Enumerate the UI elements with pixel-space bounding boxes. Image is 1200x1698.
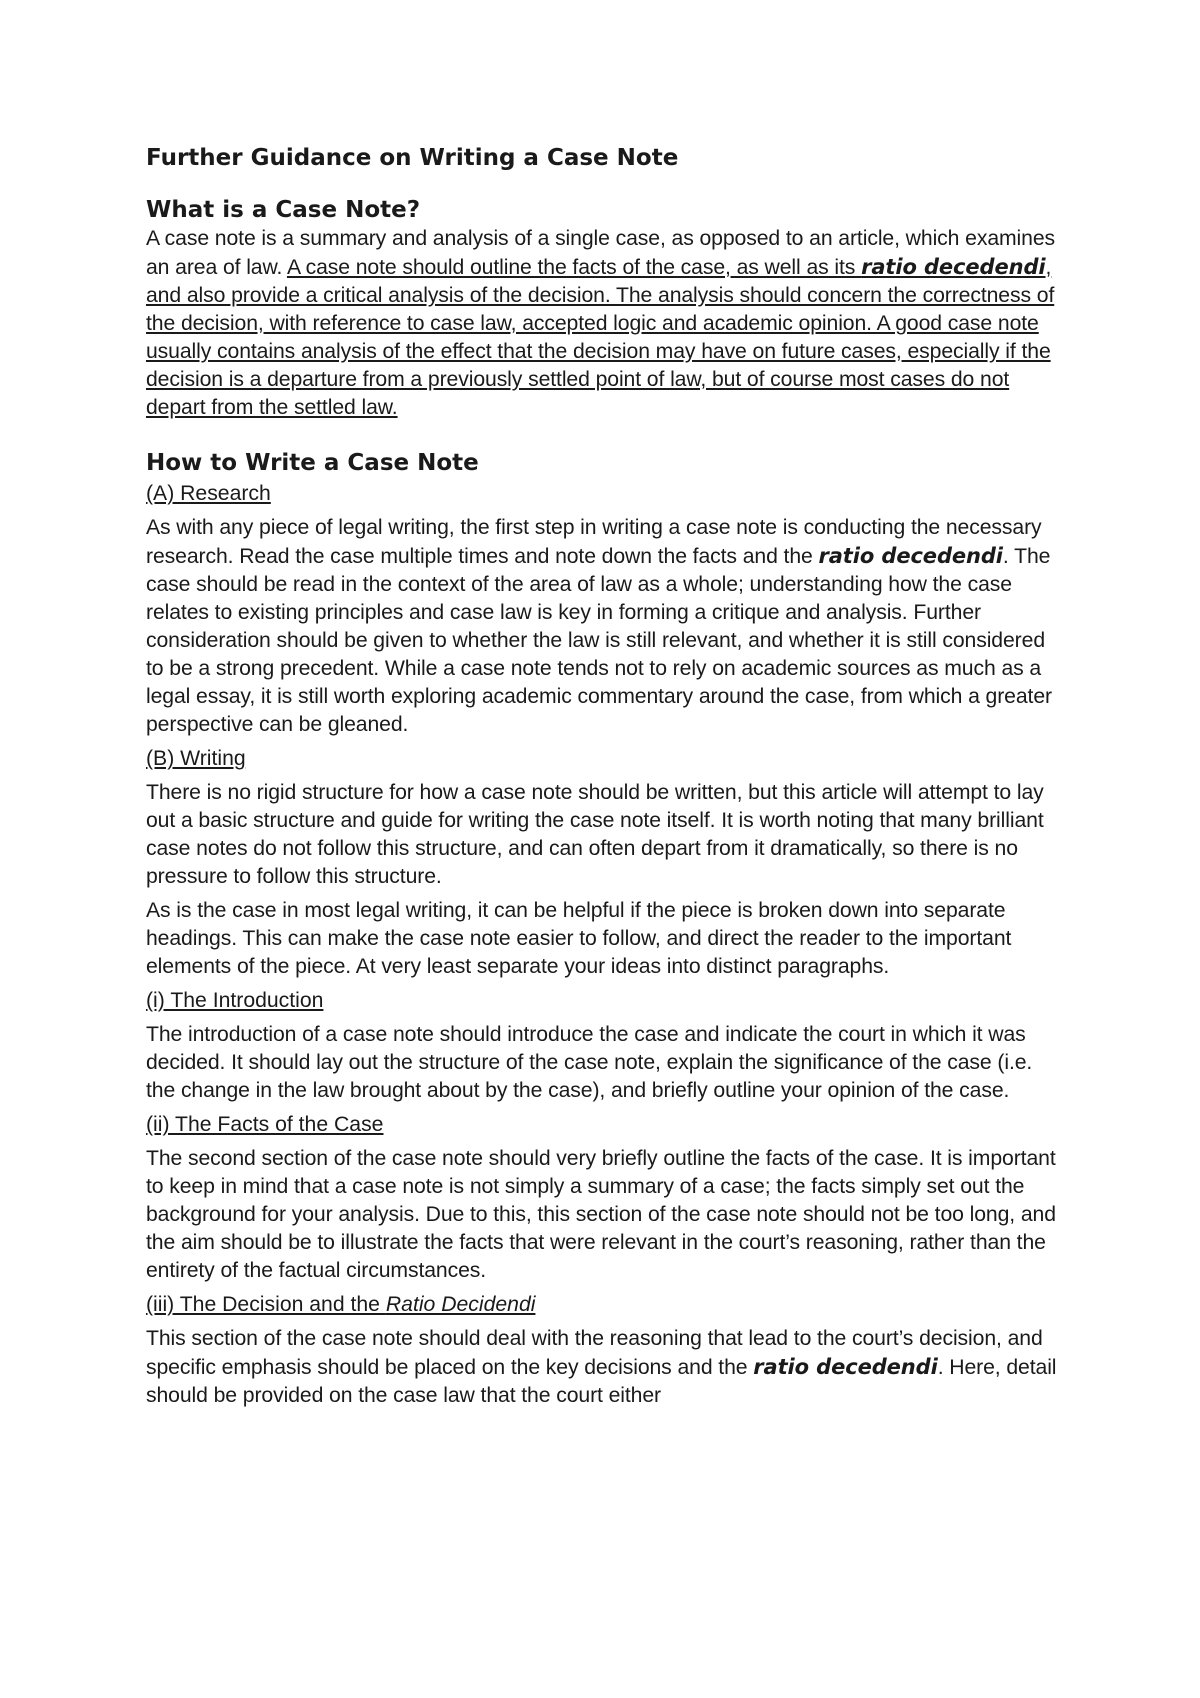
underlined-text: , and also provide a critical analysis of the decision. The analysis should concern the correctness of the decision, with reference to case law, accepted logic and academic opinion. A good case note usually contains analysis of the effect that the decision may have on future cases, especially if the decision is a departure from a previously settled point of law, but of course most cases do not depart from the settled law. — [146, 256, 1055, 419]
paragraph-decision — [146, 1325, 1066, 1410]
heading-how-to-write: How to Write a Case Note — [146, 450, 479, 476]
underlined-text: A case note should outline the facts of the case, as well as its — [286, 256, 862, 279]
paragraph-writing-2: As is the case in most legal writing, it can be helpful if the piece is broken down into separate headings. This can make the case note easier to follow, and direct the reader to the important elements of the piece. At very least separate your ideas into distinct paragraphs. — [146, 899, 1012, 978]
paragraph-introduction: The introduction of a case note should introduce the case and indicate the court in which it was decided. It should lay out the structure of the case note, explain the significance of the case (i.e. the change in the law brought about by the case), and briefly outline your opinion of the case. — [146, 1023, 1033, 1102]
paragraph-writing-1: There is no rigid structure for how a case note should be written, but this article will attempt to lay out a basic structure and guide for writing the case note itself. It is worth noting that many brilliant case notes do not follow this structure, and can often depart from it dramatically, so there is no pressure to follow this structure. — [146, 781, 1044, 888]
text-span: (iii) The Decision and the — [146, 1293, 386, 1316]
subheading-facts: (ii) The Facts of the Case — [146, 1113, 384, 1136]
subheading-writing: (B) Writing — [146, 747, 246, 770]
ratio-decidendi-italic: Ratio Decidendi — [385, 1293, 536, 1316]
text-span: A case note is a summary and analysis of a single case, as opposed to an article, which examines an area of law. — [146, 227, 1056, 279]
text-span: . The case should be read in the context of the area of law as a whole; understanding how the case relates to existing principles and case law is key in forming a critique and analysis. Further consideration should be given to whether the law is still relevant, and whether it is still considered to be a strong precedent. While a case note tends not to rely on academic sources as much as a legal essay, it is still worth exploring academic commentary around the case, from which a greater perspective can be gleaned. — [146, 545, 1052, 736]
subheading-introduction: (i) The Introduction — [146, 989, 324, 1012]
text-span: . Here, detail should be provided on the case law that the court either — [146, 1356, 1057, 1407]
heading-what-is-case-note: What is a Case Note? — [146, 197, 421, 223]
subheading-research: (A) Research — [146, 482, 271, 505]
ratio-decedendi-term: ratio decedendi — [753, 1355, 938, 1379]
ratio-decedendi-term: ratio decedendi — [818, 544, 1003, 568]
text-span: This section of the case note should deal with the reasoning that lead to the court’s decision, and specific emphasis should be placed on the key decisions and the — [146, 1327, 1043, 1379]
paragraph-research — [146, 514, 1066, 739]
ratio-decedendi-term: ratio decedendi — [861, 255, 1046, 279]
subheading-decision — [146, 1291, 1066, 1319]
paragraph-what-is-case-note — [146, 225, 1066, 422]
document-title: Further Guidance on Writing a Case Note — [146, 145, 679, 171]
text-span: As with any piece of legal writing, the first step in writing a case note is conducting the necessary research. Read the case multiple times and note down the facts and the — [146, 516, 1042, 568]
document-page — [146, 143, 1066, 1410]
paragraph-facts: The second section of the case note should very briefly outline the facts of the case. It is important to keep in mind that a case note is not simply a summary of a case; the facts simply set out the background for your analysis. Due to this, this section of the case note should not be too long, and the aim should be to illustrate the facts that were relevant in the court’s reasoning, rather than the entirety of the factual circumstances. — [146, 1147, 1056, 1282]
